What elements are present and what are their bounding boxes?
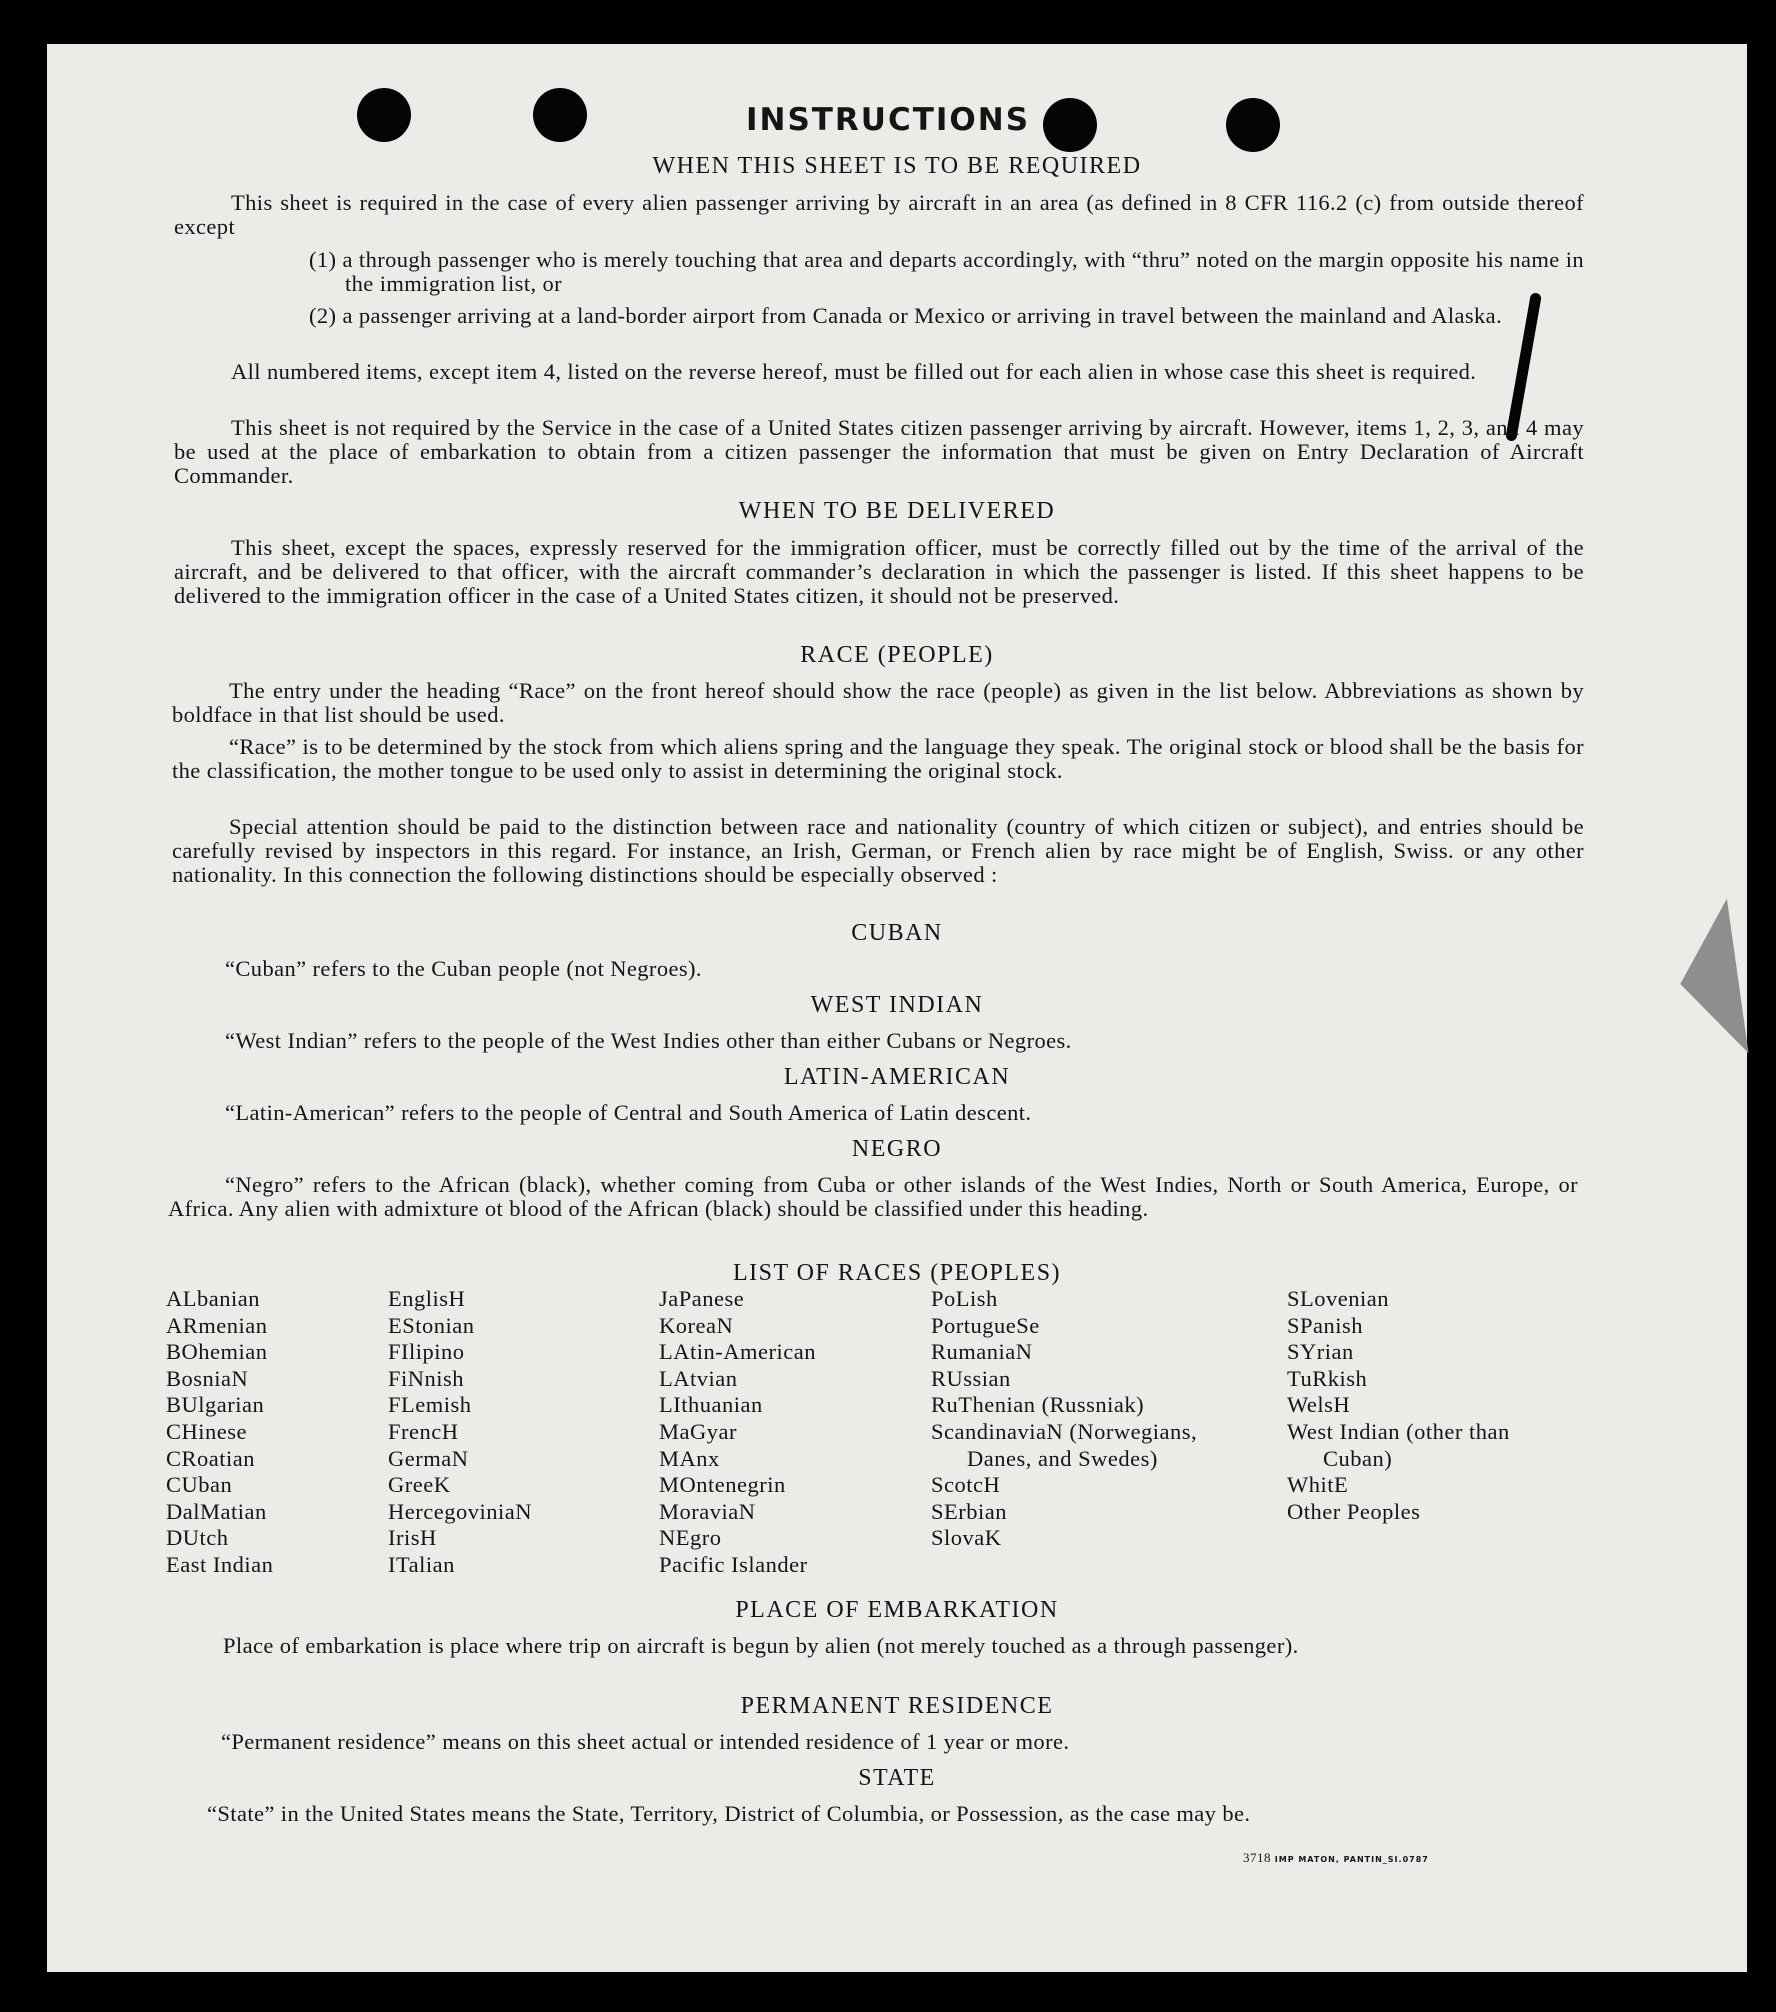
race-entry: IrisH — [388, 1525, 437, 1551]
list-item-exception-2: (2) a passenger arriving at a land-border airport from Canada or Mexico or arriving in travel between the mainland and Alaska. — [309, 303, 1503, 328]
paragraph-delivered: This sheet, except the spaces, expressly reserved for the immigration officer, must be correctly filled out by the time of the arrival of the aircraft, and be delivered to that officer, with the aircraft commander’s declaration in which the passenger is listed. If this sheet happens to be delivered to the immigration officer in the case of a United States citizen, it should not be preserved. — [174, 535, 1584, 608]
race-entry: ARmenian — [166, 1312, 268, 1338]
race-entry: ScotcH — [931, 1472, 1001, 1498]
race-entry: CHinese — [166, 1418, 247, 1444]
form-number: 3718 — [1243, 1850, 1271, 1865]
race-entry: RumaniaN — [931, 1339, 1033, 1365]
races-column-3 — [659, 1286, 919, 1579]
page-title: INSTRUCTIONS — [745, 102, 1031, 138]
race-entry: SLovenian — [1287, 1286, 1389, 1311]
race-entry: MaGyar — [659, 1418, 737, 1444]
race-entry: TuRkish — [1287, 1365, 1368, 1391]
race-entry: EStonian — [388, 1312, 475, 1338]
race-entry: GermaN — [388, 1445, 469, 1471]
race-entry: BosniaN — [166, 1365, 249, 1391]
race-entry: East Indian — [166, 1551, 274, 1577]
paragraph-citizen: This sheet is not required by the Service in the case of a United States citizen passenger arriving by aircraft. However, items 1, 2, 3, and 4 may be used at the place of embarkation to obtain from a citizen passenger the information that must be given on Entry Declaration of Aircraft Commander. — [174, 415, 1584, 488]
heading-when-delivered: WHEN TO BE DELIVERED — [738, 498, 1056, 524]
race-entry: ALbanian — [166, 1286, 260, 1311]
race-entry: DUtch — [166, 1525, 229, 1551]
race-entry: LAtin-American — [659, 1339, 816, 1365]
races-column-4 — [931, 1286, 1221, 1552]
race-entry: FiNnish — [388, 1365, 465, 1391]
paragraph-required: This sheet is required in the case of every alien passenger arriving by aircraft in an area (as defined in 8 CFR 116.2 (c) from outside thereof except — [174, 190, 1584, 239]
race-entry: NEgro — [659, 1525, 722, 1551]
race-entry: JaPanese — [659, 1286, 745, 1311]
race-entry: ITalian — [388, 1551, 455, 1577]
race-entry: KoreaN — [659, 1312, 734, 1338]
heading-west-indian: WEST INDIAN — [810, 992, 984, 1018]
paragraph-race-nationality: Special attention should be paid to the distinction between race and nationality (country of which citizen or subject), and entries should be carefully revised by inspectors in this regard. For instance, an Irish, German, or French alien by race might be of English, Swiss. or any other nationality. In this connection the following distinctions should be especially observed : — [172, 814, 1584, 887]
paragraph-race-stock: “Race” is to be determined by the stock from which aliens spring and the language they speak. The original stock or blood shall be the basis for the classification, the mother tongue to be used only to assist in determining the original stock. — [172, 734, 1584, 783]
race-entry: CUban — [166, 1472, 233, 1498]
race-entry: ScandinaviaN (Norwegians, Danes, and Swedes) — [931, 1418, 1198, 1471]
race-entry: West Indian (other than Cuban) — [1287, 1418, 1510, 1471]
heading-state: STATE — [858, 1765, 936, 1791]
race-entry: Other Peoples — [1287, 1498, 1421, 1524]
race-entry: MoraviaN — [659, 1498, 756, 1524]
text-negro: “Negro” refers to the African (black), whether coming from Cuba or other islands of the West Indies, North or South America, Europe, or Africa. Any alien with admixture ot blood of the African (black) should be classified under this heading. — [168, 1172, 1578, 1221]
heading-list-of-races: LIST OF RACES (PEOPLES) — [732, 1260, 1062, 1286]
list-item-exception-1: (1) a through passenger who is merely touching that area and departs accordingly, with “thru” noted on the margin opposite his name in the immigration list, or — [309, 247, 1584, 296]
race-entry: BUlgarian — [166, 1392, 265, 1418]
race-entry: MOntenegrin — [659, 1472, 786, 1498]
text-embarkation: Place of embarkation is place where trip on aircraft is begun by alien (not merely touched as a through passenger). — [223, 1633, 1299, 1658]
races-column-2 — [388, 1286, 638, 1579]
race-entry: WelsH — [1287, 1392, 1351, 1418]
race-entry: GreeK — [388, 1472, 451, 1498]
heading-embarkation: PLACE OF EMBARKATION — [735, 1597, 1059, 1623]
text-west-indian: “West Indian” refers to the people of the West Indies other than either Cubans or Negroes. — [225, 1028, 1072, 1053]
text-cuban: “Cuban” refers to the Cuban people (not Negroes). — [225, 956, 702, 981]
text-permanent-residence: “Permanent residence” means on this sheet actual or intended residence of 1 year or more. — [221, 1729, 1070, 1754]
heading-when-required: WHEN THIS SHEET IS TO BE REQUIRED — [652, 153, 1142, 179]
race-entry: RuThenian (Russniak) — [931, 1392, 1145, 1418]
race-entry: FrencH — [388, 1418, 459, 1444]
printer-imprint — [1243, 1850, 1429, 1866]
race-entry: LIthuanian — [659, 1392, 763, 1418]
races-column-1 — [166, 1286, 366, 1579]
text-state: “State” in the United States means the State, Territory, District of Columbia, or Possession, as the case may be. — [207, 1801, 1251, 1826]
heading-negro: NEGRO — [851, 1136, 943, 1162]
race-entry: Pacific Islander — [659, 1551, 808, 1577]
race-entry: RUssian — [931, 1365, 1011, 1391]
race-entry: MAnx — [659, 1445, 720, 1471]
race-entry: SYrian — [1287, 1339, 1354, 1365]
race-entry: HercegoviniaN — [388, 1498, 532, 1524]
race-entry: BOhemian — [166, 1339, 268, 1365]
race-entry: FIlipino — [388, 1339, 465, 1365]
paragraph-numbered-items: All numbered items, except item 4, listed on the reverse hereof, must be filled out for each alien in whose case this sheet is required. — [231, 359, 1477, 384]
race-entry: LAtvian — [659, 1365, 738, 1391]
race-entry: SlovaK — [931, 1525, 1002, 1551]
race-entry: CRoatian — [166, 1445, 255, 1471]
heading-cuban: CUBAN — [851, 920, 943, 946]
race-entry: PortugueSe — [931, 1312, 1040, 1338]
race-entry: WhitE — [1287, 1472, 1349, 1498]
heading-permanent-residence: PERMANENT RESIDENCE — [740, 1693, 1054, 1719]
heading-race: RACE (PEOPLE) — [800, 642, 994, 668]
heading-latin-american: LATIN-AMERICAN — [783, 1064, 1011, 1090]
race-entry: SErbian — [931, 1498, 1007, 1524]
paragraph-race-entry: The entry under the heading “Race” on the front hereof should show the race (people) as given in the list below. Abbreviations as shown by boldface in that list should be used. — [172, 678, 1584, 727]
race-entry: PoLish — [931, 1286, 998, 1311]
races-column-5 — [1287, 1286, 1537, 1525]
race-entry: FLemish — [388, 1392, 472, 1418]
text-latin-american: “Latin-American” refers to the people of Central and South America of Latin descent. — [225, 1100, 1032, 1125]
race-entry: DalMatian — [166, 1498, 267, 1524]
printer-name: IMP MATON, PANTIN_SI.0787 — [1274, 1855, 1429, 1864]
race-entry: SPanish — [1287, 1312, 1364, 1338]
race-entry: EnglisH — [388, 1286, 466, 1311]
